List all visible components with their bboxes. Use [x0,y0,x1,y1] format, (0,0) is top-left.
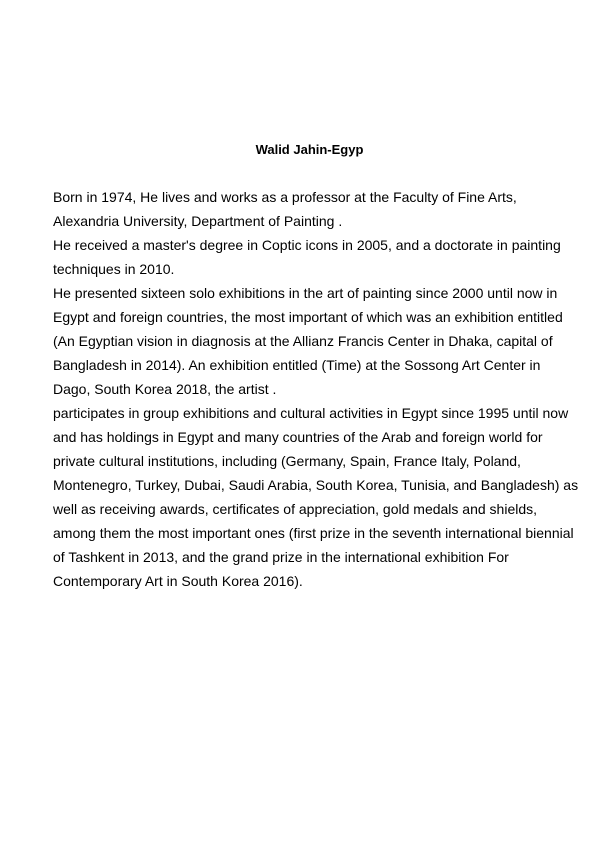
text-line: Alexandria University, Department of Painting . [53,213,343,229]
text-line: Bangladesh in 2014). An exhibition entitled (Time) at the Sossong Art Center in [53,357,541,373]
document-title: Walid Jahin-Egyp [255,142,364,157]
text-line: Born in 1974, He lives and works as a professor at the Faculty of Fine Arts, [53,189,517,205]
text-line: Dago, South Korea 2018, the artist . [53,381,277,397]
text-line: well as receiving awards, certificates of appreciation, gold medals and shields, [53,501,538,517]
text-line: of Tashkent in 2013, and the grand prize in the international exhibition For [53,549,509,565]
text-line: Contemporary Art in South Korea 2016). [53,573,303,589]
text-line: participates in group exhibitions and cultural activities in Egypt since 1995 until now [53,405,569,421]
text-line: techniques in 2010. [53,261,175,277]
text-line: He received a master's degree in Coptic icons in 2005, and a doctorate in painting [53,237,561,253]
text-line: private cultural institutions, including (Germany, Spain, France Italy, Poland, [53,453,521,469]
text-line: among them the most important ones (first prize in the seventh international biennial [53,525,574,541]
biography-text [53,185,585,593]
text-line: Egypt and foreign countries, the most important of which was an exhibition entitled [53,309,563,325]
text-line: He presented sixteen solo exhibitions in the art of painting since 2000 until now in [53,285,558,301]
text-line: Montenegro, Turkey, Dubai, Saudi Arabia, South Korea, Tunisia, and Bangladesh) as [53,477,579,493]
text-line: and has holdings in Egypt and many countries of the Arab and foreign world for [53,429,543,445]
text-line: (An Egyptian vision in diagnosis at the Allianz Francis Center in Dhaka, capital of [53,333,553,349]
